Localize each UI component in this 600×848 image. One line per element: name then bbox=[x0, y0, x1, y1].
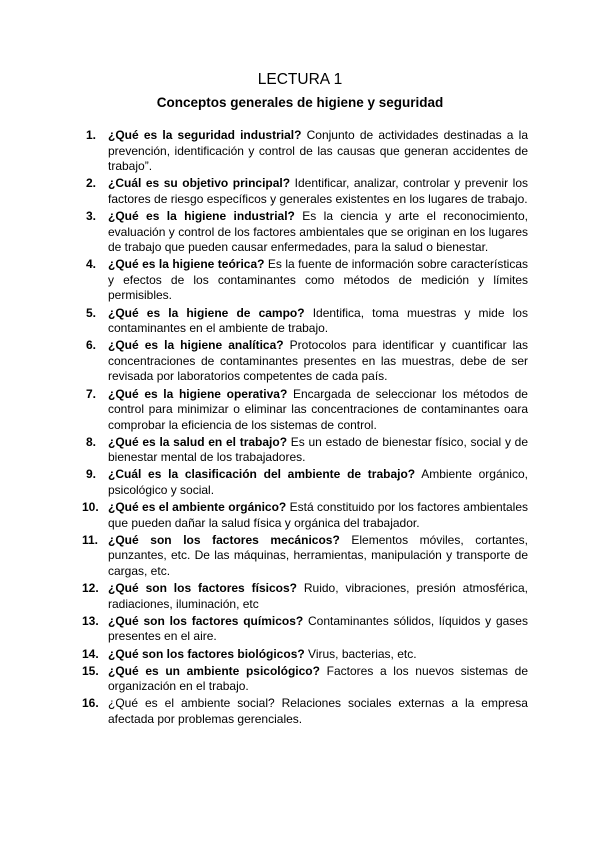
item-answer: Es la ciencia y arte el reconocimiento, evaluación y control de los factores ambientales que se originan en los lugares de trabajo que pueden causar enfermedades, para la salud o bienestar. bbox=[108, 208, 528, 255]
item-question: ¿Cuál es su objetivo principal? bbox=[108, 176, 291, 191]
list-item bbox=[82, 646, 528, 663]
list-item bbox=[82, 663, 528, 695]
item-question: ¿Qué son los factores biológicos? bbox=[108, 646, 305, 661]
item-number: 13. bbox=[82, 613, 99, 628]
item-number: 14. bbox=[82, 646, 99, 661]
item-question: ¿Qué son los factores químicos? bbox=[108, 613, 304, 628]
item-question: ¿Qué es la salud en el trabajo? bbox=[108, 434, 288, 449]
item-question: ¿Qué es la seguridad industrial? bbox=[108, 128, 302, 142]
item-number: 5. bbox=[86, 305, 97, 320]
item-number: 3. bbox=[86, 208, 97, 223]
item-number: 1. bbox=[86, 128, 97, 142]
item-question: ¿Qué es la higiene operativa? bbox=[108, 386, 288, 401]
item-answer: Es la fuente de información sobre características y efectos de los contaminantes como métodos de medición y límites permisibles. bbox=[108, 257, 529, 303]
item-number: 2. bbox=[86, 176, 97, 191]
item-number: 15. bbox=[82, 663, 99, 678]
item-answer: Es un estado de bienestar físico, social y de bienestar mental de los trabajadores. bbox=[108, 434, 529, 465]
item-question: ¿Qué es un ambiente psicológico? bbox=[108, 663, 320, 678]
item-answer: Conjunto de actividades destinadas a la prevención, identificación y control de las causas que generan accidentes de trabajo”. bbox=[108, 128, 528, 174]
list-item bbox=[86, 435, 528, 466]
list-item bbox=[82, 581, 528, 612]
item-question: ¿Qué son los factores físicos? bbox=[108, 581, 297, 596]
document-subtitle: Conceptos generales de higiene y seguridad bbox=[156, 95, 444, 110]
item-number: 11. bbox=[82, 532, 99, 547]
list-item bbox=[82, 500, 529, 531]
item-question: ¿Qué es la higiene industrial? bbox=[108, 208, 295, 223]
list-item bbox=[86, 209, 528, 256]
item-question: ¿Qué es la higiene de campo? bbox=[108, 305, 305, 320]
list-item bbox=[82, 696, 528, 727]
list-item bbox=[86, 467, 528, 498]
item-number: 10. bbox=[82, 500, 99, 515]
list-item bbox=[82, 532, 528, 580]
list-item bbox=[86, 387, 528, 434]
item-question: ¿Qué es la higiene teórica? bbox=[108, 257, 265, 272]
item-number: 7. bbox=[86, 386, 97, 401]
item-number: 9. bbox=[86, 467, 97, 482]
list-item bbox=[82, 613, 528, 645]
list-item bbox=[86, 306, 528, 337]
list-item bbox=[86, 257, 528, 304]
item-question: ¿Qué es el ambiente orgánico? bbox=[108, 500, 287, 515]
item-question: ¿Cuál es la clasificación del ambiente de trabajo? bbox=[108, 467, 416, 482]
item-answer: Ruido, vibraciones, presión atmosférica, radiaciones, iluminación, etc bbox=[108, 581, 528, 611]
item-question: ¿Qué es el ambiente social? bbox=[108, 696, 275, 711]
item-answer: Relaciones sociales externas a la empresa afectada por problemas gerenciales. bbox=[108, 696, 528, 726]
item-answer: Contaminantes sólidos, líquidos y gases presentes en el aire. bbox=[108, 613, 528, 644]
item-answer: Encargada de seleccionar los métodos de control para minimizar o eliminar las concentraciones de contaminantes oara comprobar la eficiencia de los sistemas de control. bbox=[108, 386, 528, 432]
item-answer: Identifica, toma muestras y mide los contaminantes en el ambiente de trabajo. bbox=[108, 305, 528, 336]
item-answer: Factores a los nuevos sistemas de organización en el trabajo. bbox=[108, 663, 528, 694]
item-number: 6. bbox=[86, 338, 97, 353]
item-answer: Ambiente orgánico, psicológico y social. bbox=[108, 467, 528, 498]
item-question: ¿Qué es la higiene analítica? bbox=[108, 338, 284, 353]
item-question: ¿Qué son los factores mecánicos? bbox=[108, 532, 340, 547]
item-number: 16. bbox=[82, 696, 99, 711]
document-title: LECTURA 1 bbox=[257, 71, 343, 88]
list-item bbox=[86, 128, 528, 175]
item-answer: Está constituido por los factores ambientales que pueden dañar la salud física y orgánica del trabajador. bbox=[108, 500, 529, 530]
item-answer: Virus, bacterias, etc. bbox=[308, 646, 417, 661]
item-answer: Elementos móviles, cortantes, punzantes, etc. De las máquinas, herramientas, manipulación y transporte de cargas, etc. bbox=[108, 532, 528, 579]
item-answer: Protocolos para identificar y cuantificar las concentraciones de contaminantes presentes en las muestras, debe de ser revisada por laboratorios competentes de cada país. bbox=[108, 338, 529, 384]
item-number: 4. bbox=[86, 257, 97, 272]
item-answer: Identificar, analizar, controlar y prevenir los factores de riesgo específicos y generales existentes en los lugares de trabajo. bbox=[108, 176, 528, 206]
item-number: 8. bbox=[86, 434, 97, 449]
question-list bbox=[82, 128, 529, 729]
list-item bbox=[86, 176, 528, 207]
item-number: 12. bbox=[82, 581, 99, 596]
list-item bbox=[86, 338, 528, 385]
